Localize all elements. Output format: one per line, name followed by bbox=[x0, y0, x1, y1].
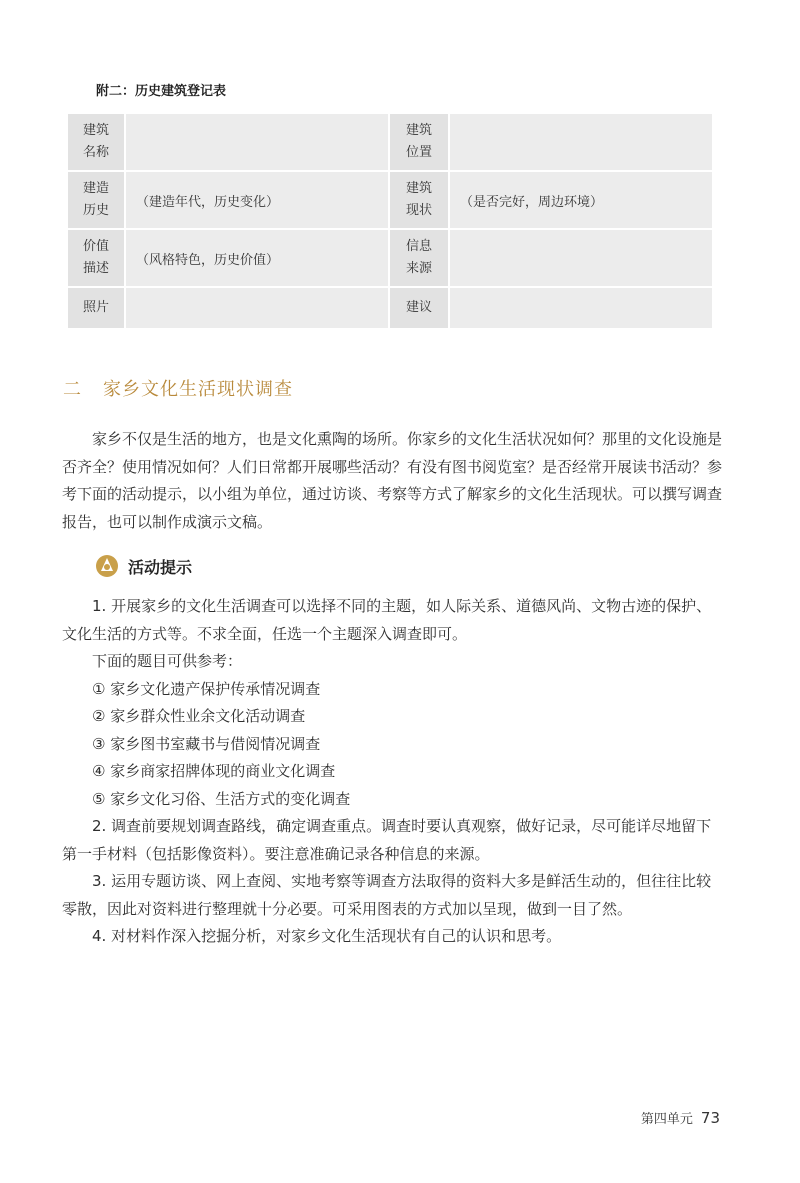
table-row bbox=[68, 114, 712, 172]
page-number: 73 bbox=[700, 1109, 720, 1127]
section-number: 二 bbox=[63, 379, 82, 400]
label-info-source: 信息 来源 bbox=[388, 230, 450, 288]
value-suggestion bbox=[450, 288, 712, 330]
value-value-description: （风格特色，历史价值） bbox=[126, 230, 388, 288]
activity-tip-icon bbox=[96, 555, 118, 577]
unit-label: 第四单元 bbox=[640, 1112, 693, 1127]
tip-paragraph-1: 1. 开展家乡的文化生活调查可以选择不同的主题，如人际关系、道德风尚、文物古迹的保护、文化生活的方式等。不求全面，任选一个主题深入调查即可。 bbox=[62, 597, 712, 643]
building-register-table bbox=[68, 114, 712, 330]
label-suggestion: 建议 bbox=[388, 288, 450, 330]
value-building-name bbox=[126, 114, 388, 172]
value-build-history: （建造年代，历史变化） bbox=[126, 172, 388, 230]
page-footer bbox=[641, 1108, 720, 1127]
list-item: ④ 家乡商家招牌体现的商业文化调查 bbox=[92, 762, 336, 780]
label-building-status: 建筑 现状 bbox=[388, 172, 450, 230]
section-heading bbox=[63, 375, 293, 401]
activity-tips-title: 活动提示 bbox=[128, 557, 193, 577]
label-building-location: 建筑 位置 bbox=[388, 114, 450, 172]
table-row bbox=[68, 172, 712, 230]
tip-paragraph-4: 4. 对材料作深入挖掘分析，对家乡文化生活现状有自己的认识和思考。 bbox=[92, 927, 562, 945]
value-building-location bbox=[450, 114, 712, 172]
tip-paragraph-3: 3. 运用专题访谈、网上查阅、实地考察等调查方法取得的资料大多是鲜活生动的，但往往比较零散，因此对资料进行整理就十分必要。可采用图表的方式加以呈现，做到一目了然。 bbox=[62, 872, 712, 918]
tip-paragraph-1-sub: 下面的题目可供参考： bbox=[92, 652, 243, 670]
table-row bbox=[68, 230, 712, 288]
value-photo bbox=[126, 288, 388, 330]
activity-tips-heading bbox=[96, 555, 192, 577]
list-item: ③ 家乡图书室藏书与借阅情况调查 bbox=[92, 734, 321, 753]
value-building-status: （是否完好，周边环境） bbox=[450, 172, 712, 230]
table-row bbox=[68, 288, 712, 330]
label-photo: 照片 bbox=[68, 288, 126, 330]
activity-tips-body bbox=[62, 593, 724, 951]
label-building-name: 建筑 名称 bbox=[68, 114, 126, 172]
label-value-description: 价值 描述 bbox=[68, 230, 126, 288]
section-title: 家乡文化生活现状调查 bbox=[103, 379, 293, 400]
tip-paragraph-2: 2. 调查前要规划调查路线，确定调查重点。调查时要认真观察，做好记录，尽可能详尽地留下第一手材料（包括影像资料）。要注意准确记录各种信息的来源。 bbox=[62, 817, 712, 863]
list-item: ① 家乡文化遗产保护传承情况调查 bbox=[92, 679, 321, 698]
list-item: ⑤ 家乡文化习俗、生活方式的变化调查 bbox=[92, 789, 351, 808]
label-build-history: 建造 历史 bbox=[68, 172, 126, 230]
appendix-title: 附二：历史建筑登记表 bbox=[96, 84, 227, 99]
list-item: ② 家乡群众性业余文化活动调查 bbox=[92, 707, 306, 725]
section-intro: 家乡不仅是生活的地方，也是文化熏陶的场所。你家乡的文化生活状况如何？那里的文化设施是否齐全？使用情况如何？人们日常都开展哪些活动？有没有图书阅览室？是否经常开展读书活动？参考下面的活动提示，以小组为单位，通过访谈、考察等方式了解家乡的文化生活现状。可以撰写调查报告，也可以制作成演示文稿。 bbox=[62, 430, 723, 531]
value-info-source bbox=[450, 230, 712, 288]
